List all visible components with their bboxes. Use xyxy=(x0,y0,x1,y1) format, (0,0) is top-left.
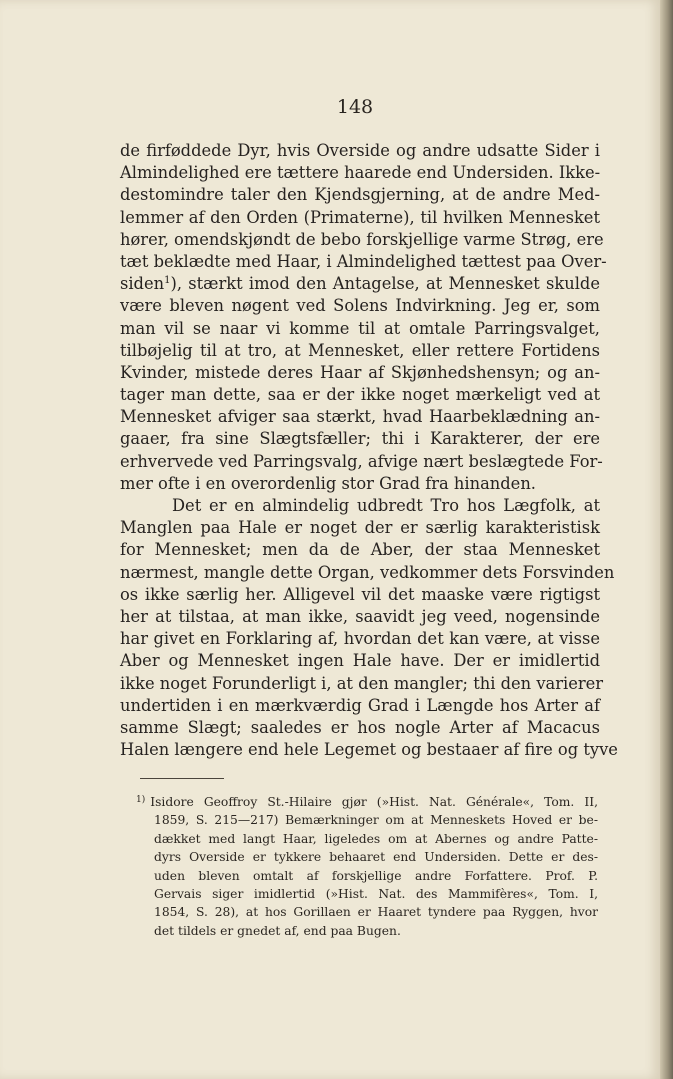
text-line-paragraph-start: Det er en almindelig udbredt Tro hos Lægfolk, at xyxy=(172,496,600,515)
footnote-line: uden bleven omtalt af forskjellige andre Forfattere. Prof. P. xyxy=(154,868,598,883)
text-line: gaaer, fra sine Slægtsfæller; thi i Karakterer, der ere xyxy=(120,429,600,449)
footnote-reference: 1 xyxy=(164,275,171,287)
text-line: her at tilstaa, at man ikke, saavidt jeg veed, nogensinde xyxy=(120,606,600,626)
text-line: være bleven nøgent ved Solens Indvirkning. Jeg er, som xyxy=(120,296,600,316)
page-number: 148 xyxy=(336,96,374,118)
text-line: har givet en Forklaring af, hvordan det kan være, at visse xyxy=(120,629,600,649)
text-line: Manglen paa Hale er noget der er særlig karakteristisk xyxy=(120,518,600,538)
text-line: mer ofte i en overordenlig stor Grad fra hinanden. xyxy=(120,473,536,493)
text-line: Aber og Mennesket ingen Hale have. Der er imidlertid xyxy=(120,651,600,671)
text-line: tilbøjelig til at tro, at Mennesket, eller rettere Fortidens xyxy=(120,340,600,360)
text-fragment: siden xyxy=(120,274,165,294)
footnote-separator xyxy=(140,778,224,779)
text-line: Almindelighed ere tættere haarede end Undersiden. Ikke- xyxy=(120,163,601,183)
footnote-line: 1859, S. 215—217) Bemærkninger om at Menneskets Hoved er be- xyxy=(154,813,598,828)
text-line-with-footnote-ref xyxy=(120,273,600,295)
text-line: nærmest, mangle dette Organ, vedkommer dets Forsvinden xyxy=(120,562,615,582)
footnote-line: Gervais siger imidlertid (»Hist. Nat. des Mammifères«, Tom. I, xyxy=(154,886,598,901)
footnote xyxy=(136,793,598,940)
text-line: tæt beklædte med Haar, i Almindelighed tættest paa Over- xyxy=(120,251,607,271)
footnote-line: 1854, S. 28), at hos Gorillaen er Haaret tyndere paa Ryggen, hvor xyxy=(154,905,598,920)
text-fragment: ), stærkt imod den Antagelse, at Mennesket skulde xyxy=(170,274,600,294)
text-line: hører, omendskjøndt de bebo forskjellige varme Strøg, ere xyxy=(120,229,604,249)
text-line: tager man dette, saa er der ikke noget mærkeligt ved at xyxy=(120,385,600,405)
text-line: ikke noget Forunderligt i, at den mangler; thi den varierer xyxy=(120,673,604,693)
footnote-marker: 1) xyxy=(136,795,146,805)
text-line: samme Slægt; saaledes er hos nogle Arter af Macacus xyxy=(120,717,600,737)
text-line: Kvinder, mistede deres Haar af Skjønhedshensyn; og an- xyxy=(120,362,600,382)
footnote-line xyxy=(136,793,598,811)
footnote-line: dækket med langt Haar, ligeledes om at Abernes og andre Patte- xyxy=(154,831,598,846)
text-line: man vil se naar vi komme til at omtale Parringsvalget, xyxy=(120,318,600,338)
footnote-line: dyrs Overside er tykkere behaaret end Undersiden. Dette er des- xyxy=(154,850,598,865)
footnote-line: det tildels er gnedet af, end paa Bugen. xyxy=(154,923,401,938)
body-text xyxy=(120,140,618,761)
page-edge xyxy=(660,0,673,1079)
footnote-text: Isidore Geoffroy St.-Hilaire gjør (»Hist. Nat. Générale«, Tom. II, xyxy=(150,795,598,809)
text-line: for Mennesket; men da de Aber, der staa Mennesket xyxy=(120,540,600,560)
text-line: destomindre taler den Kjendsgjerning, at de andre Med- xyxy=(120,185,600,205)
text-line: Mennesket afviger saa stærkt, hvad Haarbeklædning an- xyxy=(120,407,600,427)
text-line: undertiden i en mærkværdig Grad i Længde hos Arter af xyxy=(120,695,600,715)
text-line: erhvervede ved Parringsvalg, afvige nært beslægtede For- xyxy=(120,451,603,471)
text-line: lemmer af den Orden (Primaterne), til hvilken Mennesket xyxy=(120,207,600,227)
text-line: Halen længere end hele Legemet og bestaaer af fire og tyve xyxy=(120,740,618,760)
text-line: os ikke særlig her. Alligevel vil det maaske være rigtigst xyxy=(120,584,600,604)
text-line: de firføddede Dyr, hvis Overside og andre udsatte Sider i xyxy=(120,141,600,160)
